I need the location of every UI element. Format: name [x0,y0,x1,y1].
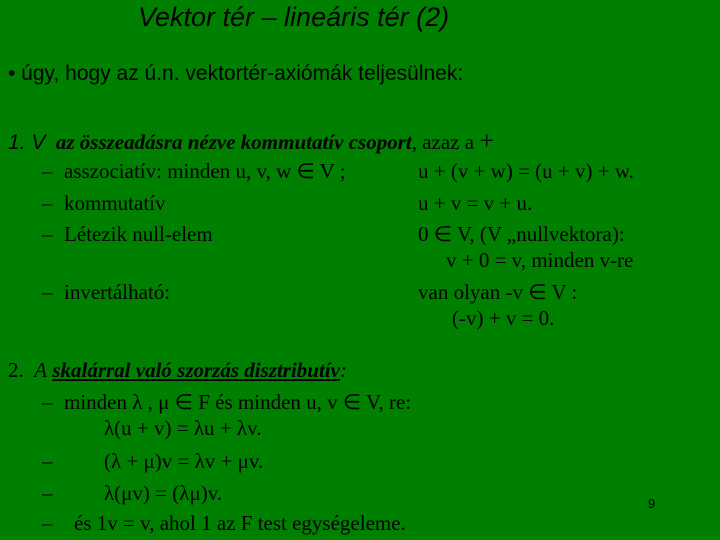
item2-bold: skalárral való szorzás disztributív [52,358,340,382]
item1-sub-right: van olyan -v ∈ V : [418,280,578,304]
intro-bullet: • úgy, hogy az ú.n. vektortér-axiómák teljesülnek: [8,62,464,85]
item1-sub-left: – asszociatív: minden u, v, w ∈ V ; [42,159,346,183]
item2-italic-a: A [34,358,48,382]
item1-plus: + [479,126,494,155]
item2-prefix: 2. [8,358,24,382]
item2-line: – és 1v = v, ahol 1 az F test egységeleme. [42,511,406,535]
page-number: 9 [648,496,656,511]
item1-sub-right: 0 ∈ V, (V „nullvektora): [418,222,625,246]
item1-prefix: 1. V [8,131,46,154]
item1-sub-right: u + v = v + u. [418,191,533,215]
item1-suffix: , azaz a [411,130,475,154]
item1-sub-right: (-v) + v = 0. [452,306,555,330]
item1-bold: az összeadásra nézve kommutatív csoport [55,130,412,154]
item2-line: – (λ + μ)v = λv + μv. [42,449,264,473]
item2-heading [8,358,347,383]
item2-colon: : [339,358,347,382]
item2-line: λ(u + v) = λu + λv. [104,416,262,440]
item1-sub-left: – Létezik null-elem [42,222,213,246]
item1-sub-left: – kommutatív [42,191,166,215]
item1-heading [8,126,494,156]
item2-line: – minden λ , μ ∈ F és minden u, v ∈ V, re: [42,390,412,414]
item1-sub-right: u + (v + w) = (u + v) + w. [418,159,634,183]
slide-title: Vektor tér – lineáris tér (2) [138,2,450,32]
item1-sub-left: – invertálható: [42,280,171,304]
item2-line: – λ(μv) = (λμ)v. [42,481,223,505]
item1-sub-right: v + 0 = v, minden v-re [446,248,634,272]
